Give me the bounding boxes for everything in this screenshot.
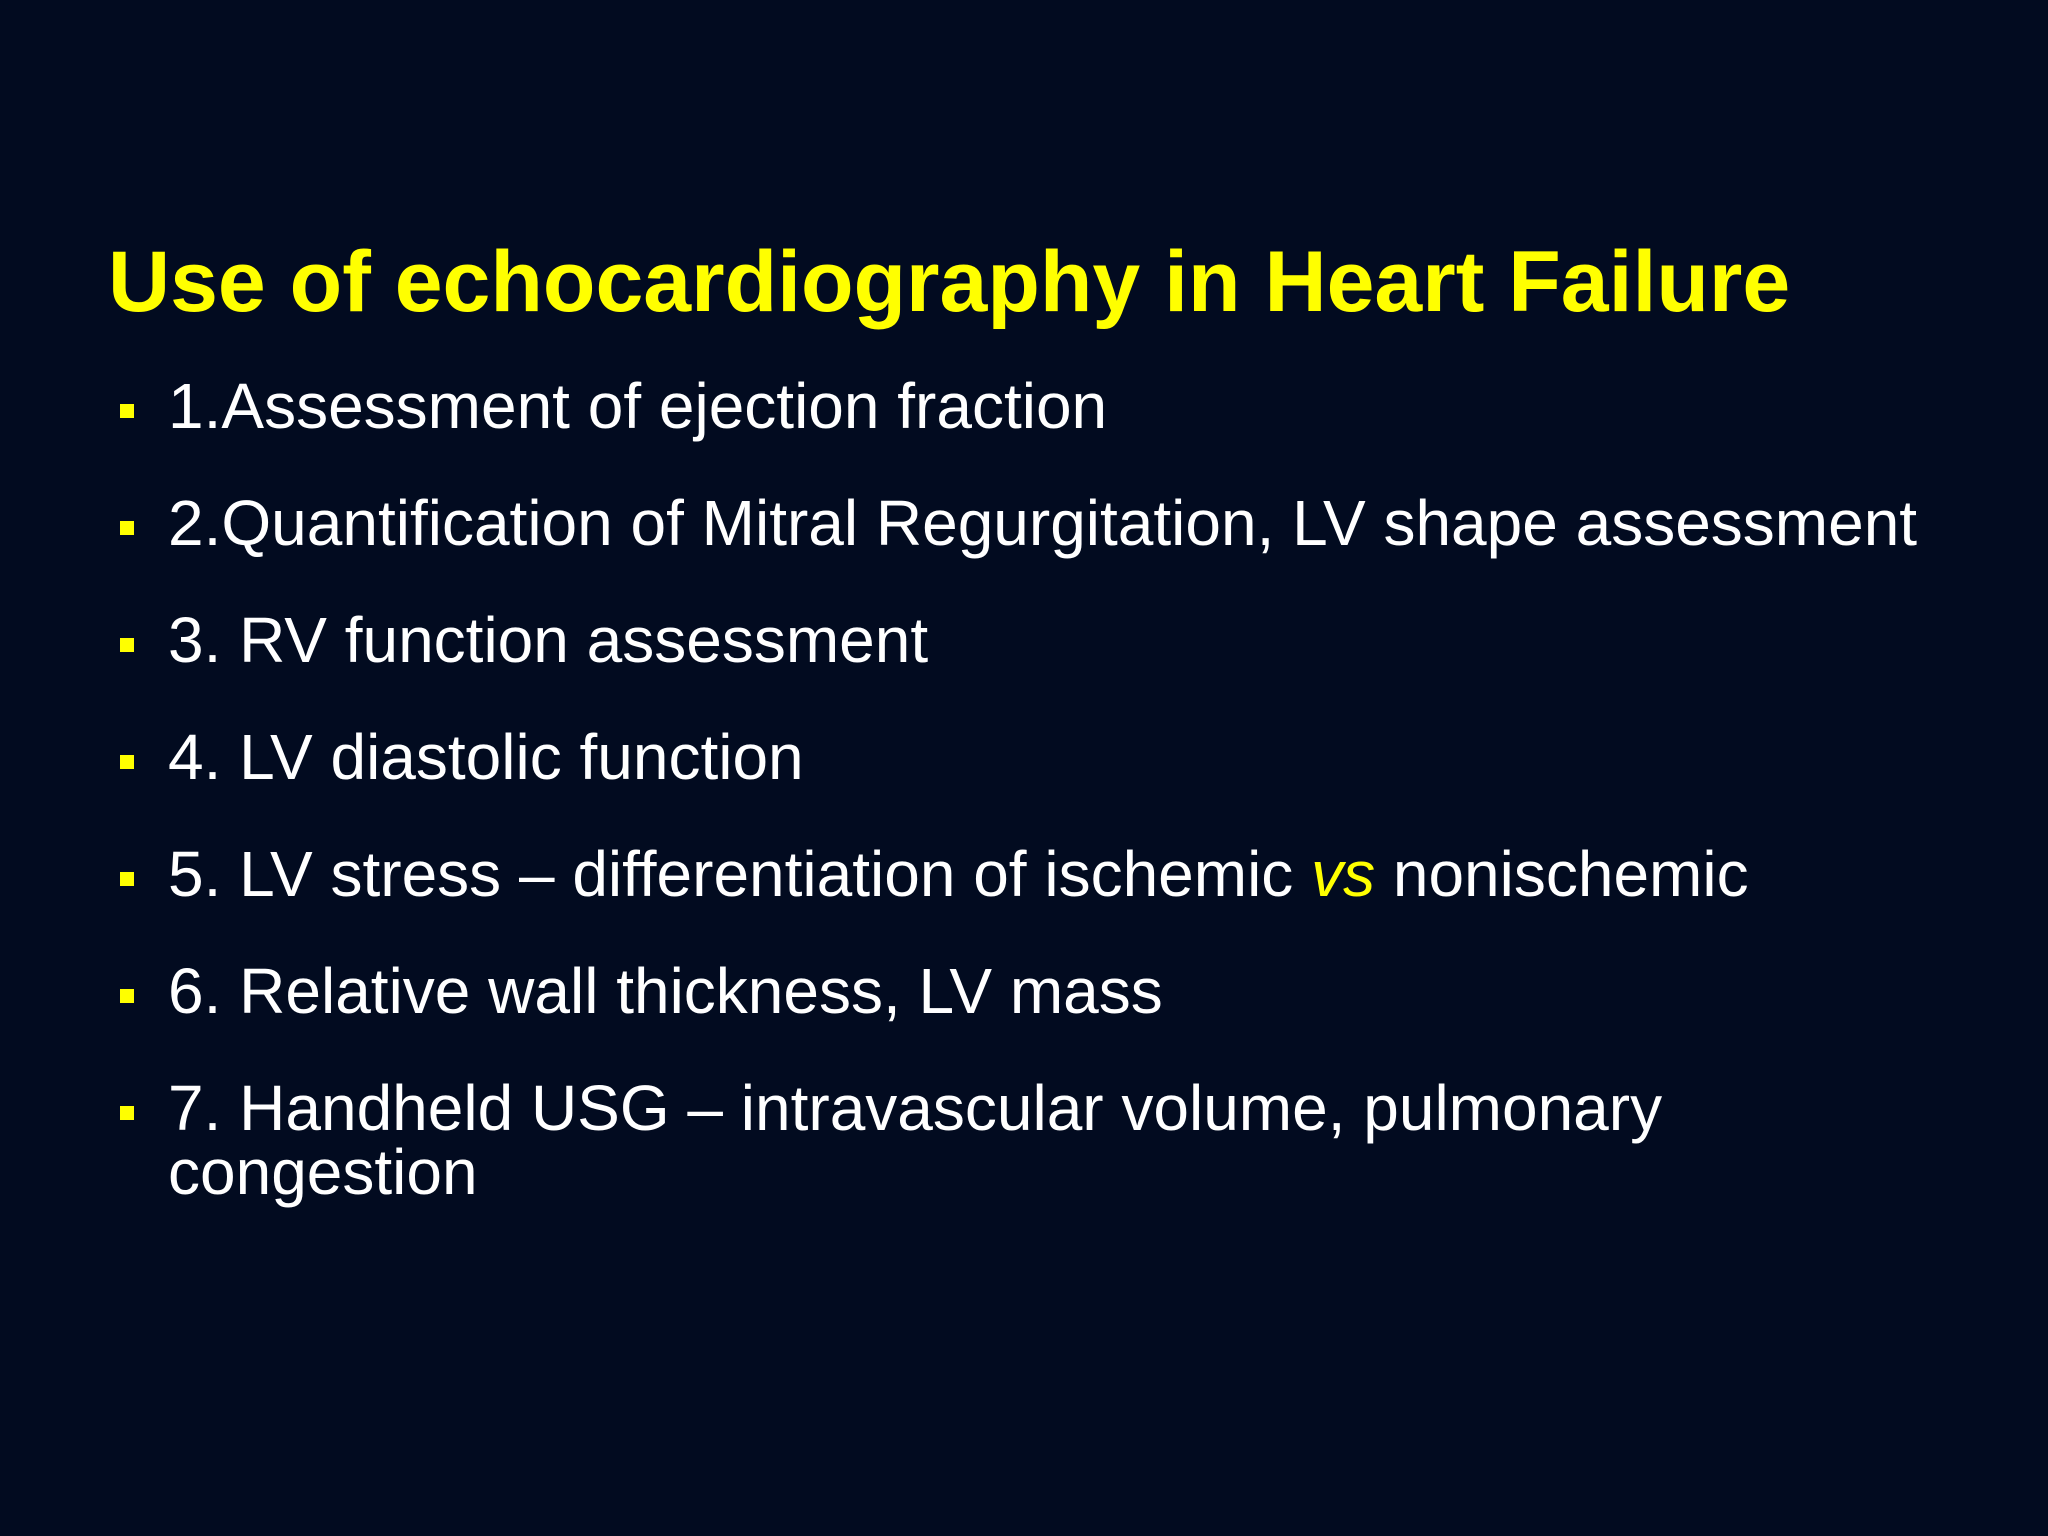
bullet-list [120,370,1950,1257]
bullet-item-4 [120,721,1950,793]
bullet-text-6: 6. Relative wall thickness, LV mass [168,955,1163,1027]
bullet-text-2: 2.Quantification of Mitral Regurgitation, LV shape assessment [168,487,1918,559]
bullet-highlight-vs: vs [1311,838,1376,910]
square-bullet-icon [120,872,134,886]
bullet-text-7: 7. Handheld USG – intravascular volume, pulmonary congestion [168,1072,1663,1208]
bullet-text-3: 3. RV function assessment [168,604,929,676]
square-bullet-icon [120,989,134,1003]
bullet-item-6 [120,955,1950,1027]
square-bullet-icon [120,755,134,769]
bullet-item-1 [120,370,1950,442]
bullet-item-3 [120,604,1950,676]
square-bullet-icon [120,404,134,418]
square-bullet-icon [120,1106,134,1120]
bullet-text-5-after: nonischemic [1375,838,1749,910]
slide-title: Use of echocardiography in Heart Failure [108,234,1791,330]
square-bullet-icon [120,521,134,535]
bullet-item-2 [120,487,1950,559]
bullet-text-4: 4. LV diastolic function [168,721,804,793]
bullet-item-5 [120,838,1950,910]
bullet-item-7 [120,1072,1950,1208]
bullet-text-5-before: 5. LV stress – differentiation of ischemic [168,838,1312,910]
square-bullet-icon [120,638,134,652]
bullet-text-1: 1.Assessment of ejection fraction [168,370,1108,442]
